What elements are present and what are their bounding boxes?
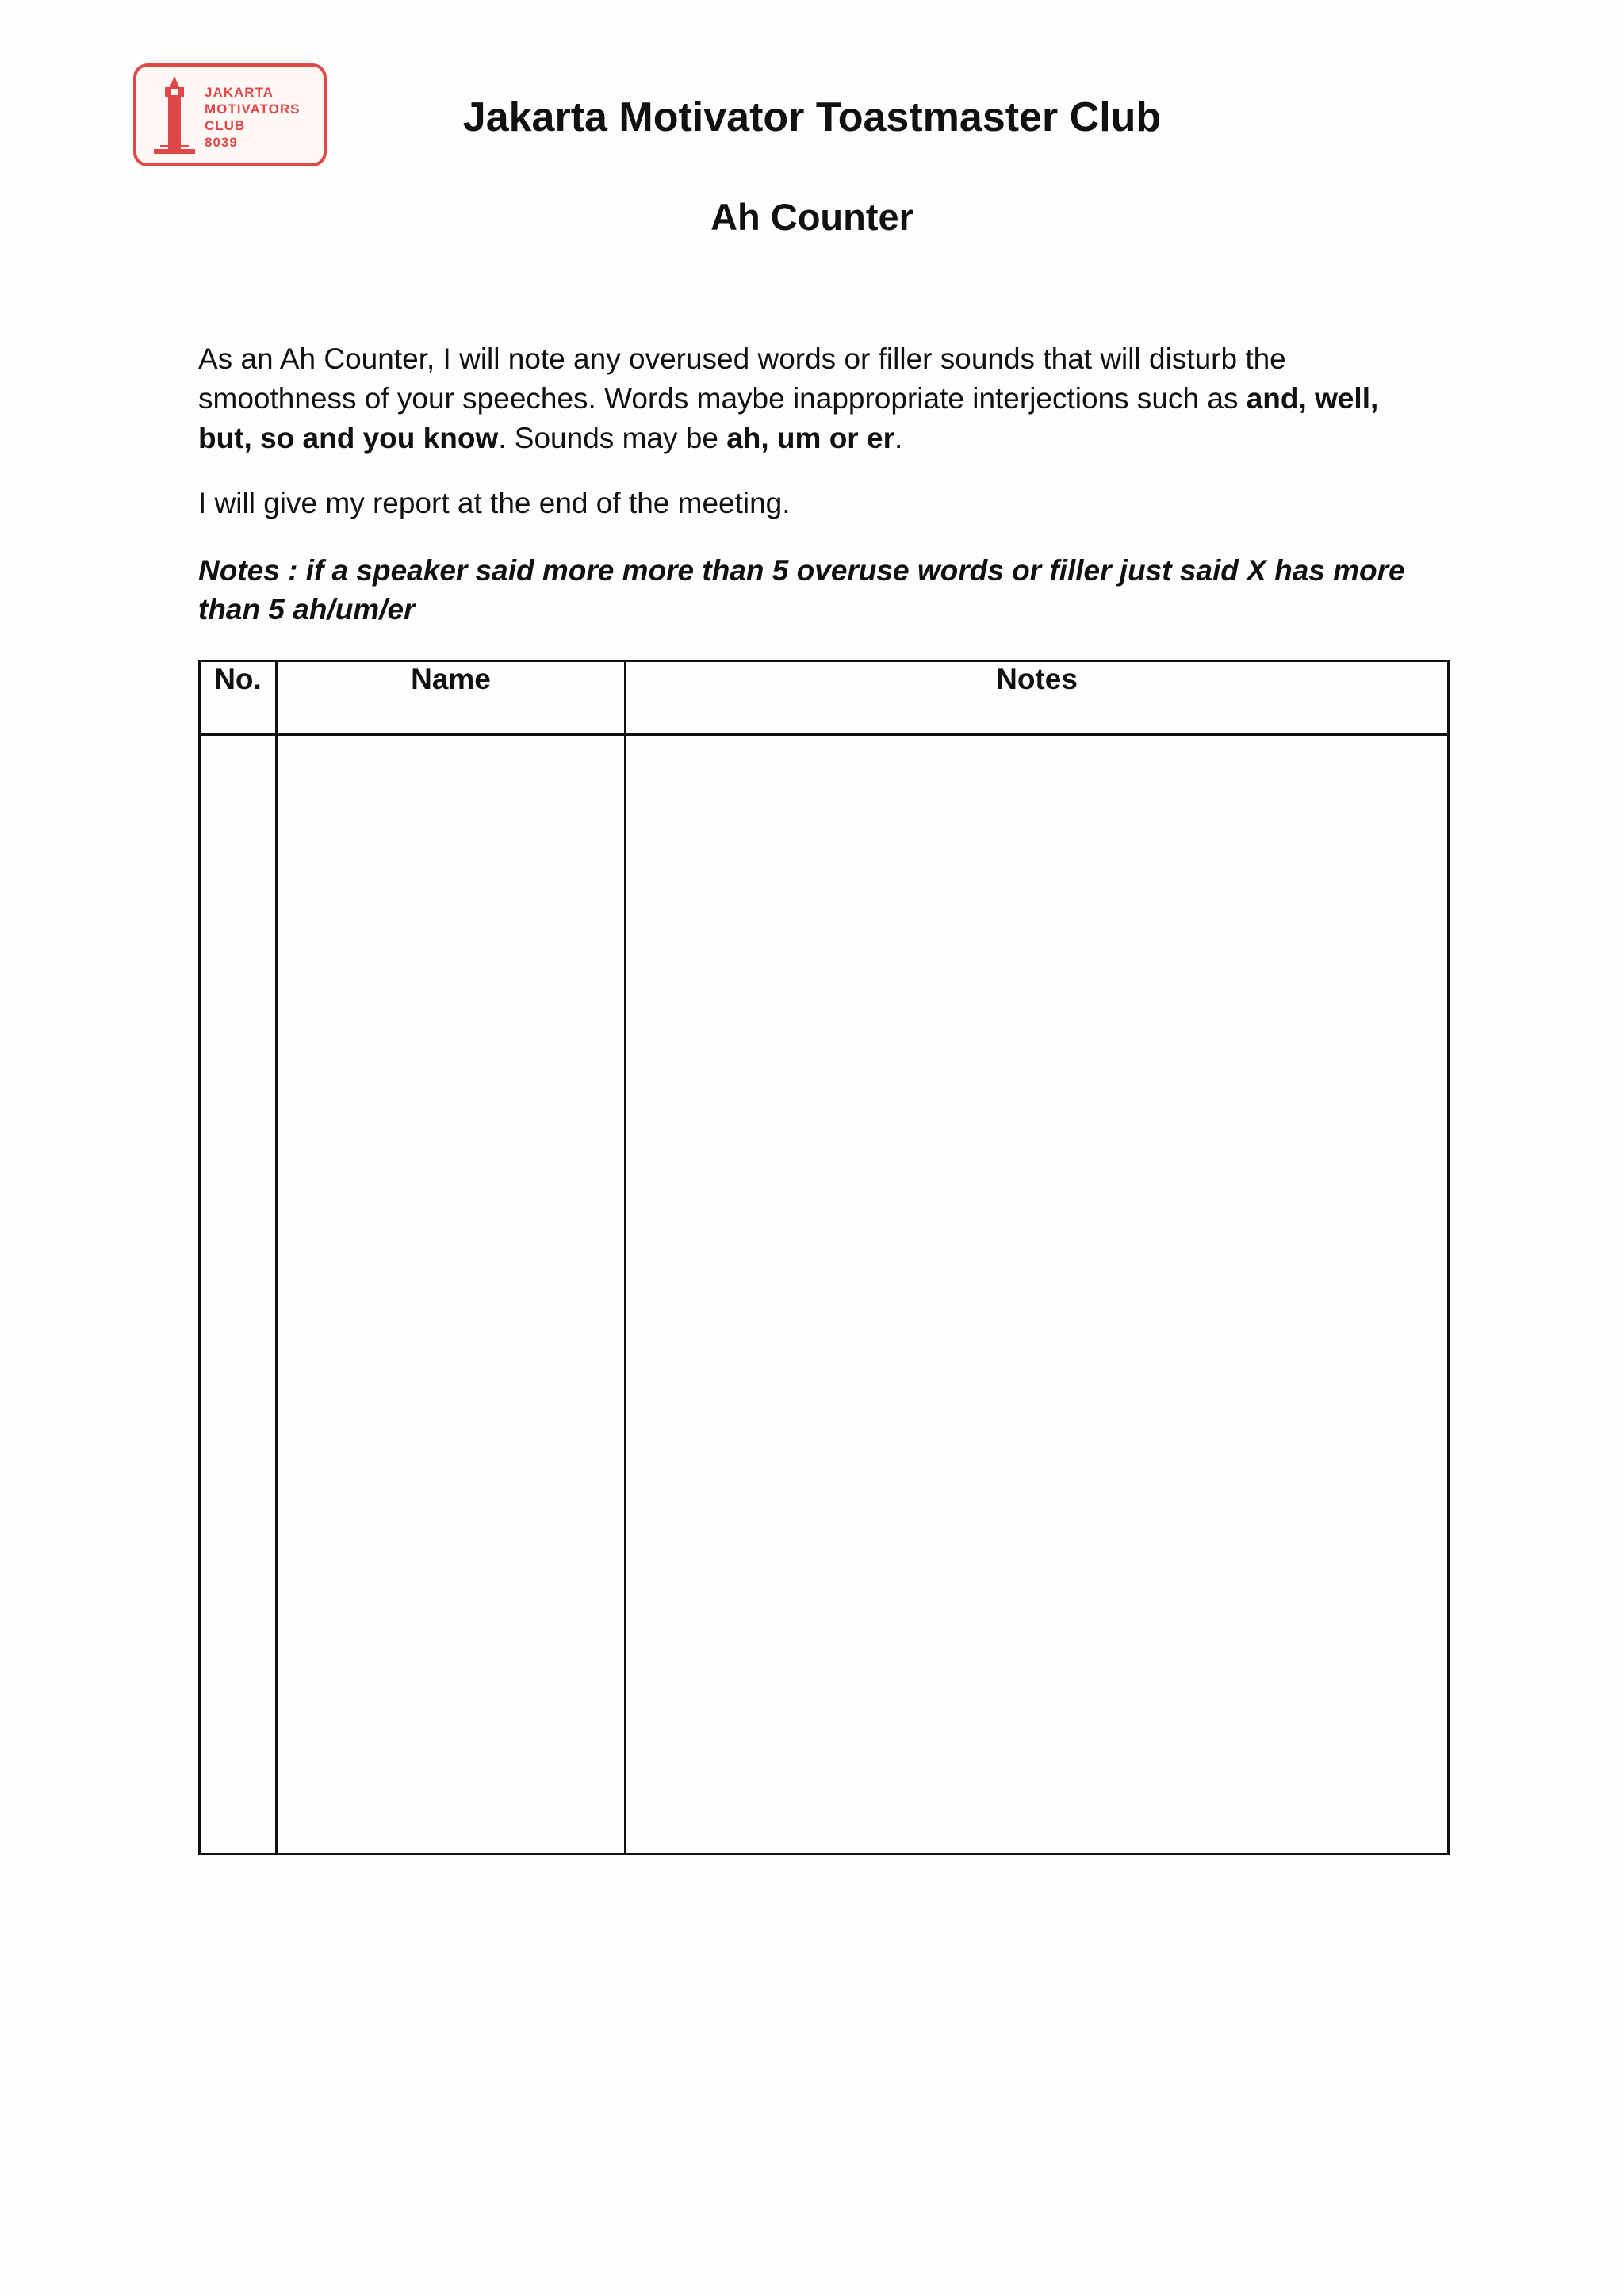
intro-bold-sounds: ah, um or er bbox=[726, 422, 894, 454]
intro-text: . Sounds may be bbox=[498, 422, 727, 454]
intro-text: . bbox=[894, 422, 903, 454]
ah-counter-table bbox=[198, 660, 1450, 1855]
table-header-row bbox=[200, 661, 1449, 735]
form-title: Ah Counter bbox=[710, 196, 914, 238]
table-row bbox=[200, 735, 1449, 1854]
cell-no[interactable] bbox=[200, 735, 277, 1854]
logo-line: 8039 bbox=[205, 135, 238, 150]
note-paragraph: Notes : if a speaker said more more than 5 overuse words or filler just said X has more than 5 ah/um/er bbox=[198, 554, 1405, 626]
intro-paragraph bbox=[198, 339, 1435, 458]
club-title bbox=[0, 94, 1624, 141]
cell-notes[interactable] bbox=[626, 735, 1449, 1854]
logo-line: JAKARTA bbox=[205, 85, 274, 100]
cell-name[interactable] bbox=[277, 735, 626, 1854]
intro-bold-words: and, well, but, so and you know bbox=[198, 382, 1379, 454]
report-paragraph: I will give my report at the end of the meeting. bbox=[198, 487, 791, 519]
column-header-no: No. bbox=[200, 661, 277, 735]
column-header-name: Name bbox=[277, 661, 626, 735]
logo-line: MOTIVATORS bbox=[205, 101, 301, 117]
column-header-notes: Notes bbox=[626, 661, 1449, 735]
logo-line: CLUB bbox=[205, 118, 246, 133]
club-title-text: Jakarta Motivator Toastmaster Club bbox=[462, 94, 1162, 140]
intro-text: As an Ah Counter, I will note any overused words or filler sounds that will disturb the smoothness of your speeches. Words maybe inappropriate interjections such as bbox=[198, 342, 1286, 415]
